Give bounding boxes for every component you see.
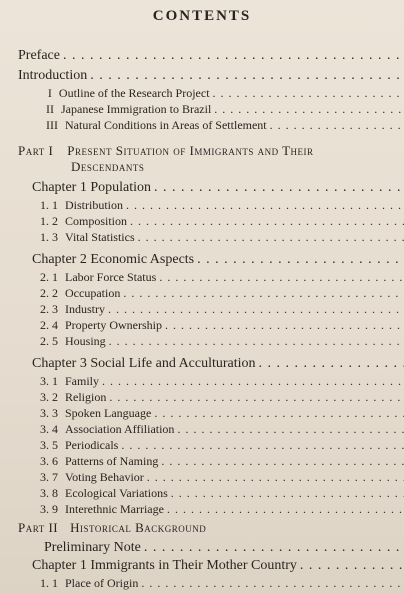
part-heading-2[interactable]: Part II Historical Background bbox=[18, 520, 207, 535]
toc-entry-2-1[interactable]: 2. 1 Labor Force Status . . . bbox=[40, 270, 404, 285]
toc-chapter-p2-1[interactable]: Chapter 1 Immigrants in Their Mother Country . . . bbox=[32, 558, 404, 574]
leader-dots bbox=[109, 390, 404, 405]
leader-dots bbox=[102, 374, 404, 389]
leader-dots bbox=[90, 68, 404, 84]
toc-entry-2-5[interactable]: 2. 5 Housing . . . bbox=[40, 334, 404, 349]
toc-entry-1-2[interactable]: 1. 2 Composition . . . bbox=[40, 214, 404, 229]
leader-dots bbox=[123, 286, 404, 301]
leader-dots bbox=[147, 470, 404, 485]
leader-dots bbox=[141, 576, 404, 591]
leader-dots bbox=[161, 454, 404, 469]
leader-dots bbox=[213, 86, 404, 101]
leader-dots bbox=[259, 356, 404, 372]
part-heading-1-cont: Descendants bbox=[71, 159, 145, 174]
toc-entry-intro-1[interactable]: I Outline of the Research Project . . . bbox=[46, 86, 404, 101]
toc-entry-3-5[interactable]: 3. 5 Periodicals . . . bbox=[40, 438, 404, 453]
toc-entry-intro-3[interactable]: III Natural Conditions in Areas of Settlement . . . bbox=[46, 118, 404, 133]
toc-entry-3-1[interactable]: 3. 1 Family . . . bbox=[40, 374, 404, 389]
toc-entry-3-9[interactable]: 3. 9 Interethnic Marriage . . . bbox=[40, 502, 404, 517]
toc-entry-2-2[interactable]: 2. 2 Occupation . . . bbox=[40, 286, 404, 301]
leader-dots bbox=[177, 422, 404, 437]
toc-entry-2-4[interactable]: 2. 4 Property Ownership . . . bbox=[40, 318, 404, 333]
leader-dots bbox=[165, 318, 404, 333]
leader-dots bbox=[214, 102, 404, 117]
leader-dots bbox=[159, 270, 404, 285]
leader-dots bbox=[270, 118, 404, 133]
toc-chapter-1[interactable]: Chapter 1 Population . . . bbox=[32, 180, 404, 196]
toc-entry-intro-2[interactable]: II Japanese Immigration to Brazil . . . bbox=[46, 102, 404, 117]
toc-entry-2-3[interactable]: 2. 3 Industry . . . bbox=[40, 302, 404, 317]
leader-dots bbox=[171, 486, 404, 501]
leader-dots bbox=[108, 302, 404, 317]
toc-entry-3-7[interactable]: 3. 7 Voting Behavior . . . bbox=[40, 470, 404, 485]
leader-dots bbox=[109, 334, 404, 349]
toc-chapter-2[interactable]: Chapter 2 Economic Aspects . . . bbox=[32, 252, 404, 268]
leader-dots bbox=[154, 406, 404, 421]
toc-entry-3-6[interactable]: 3. 6 Patterns of Naming . . . bbox=[40, 454, 404, 469]
leader-dots bbox=[63, 48, 404, 64]
leader-dots bbox=[121, 438, 404, 453]
part-heading-1[interactable]: Part I Present Situation of Immigrants and Their bbox=[18, 143, 314, 158]
page-title: CONTENTS bbox=[152, 8, 252, 24]
toc-entry-3-8[interactable]: 3. 8 Ecological Variations . . . bbox=[40, 486, 404, 501]
toc-entry-1-1[interactable]: 1. 1 Distribution . . . bbox=[40, 198, 404, 213]
leader-dots bbox=[167, 502, 404, 517]
toc-entry-1-3[interactable]: 1. 3 Vital Statistics . . . bbox=[40, 230, 404, 245]
leader-dots bbox=[126, 198, 404, 213]
toc-entry-3-3[interactable]: 3. 3 Spoken Language . . . bbox=[40, 406, 404, 421]
toc-chapter-3[interactable]: Chapter 3 Social Life and Acculturation . . . bbox=[32, 356, 404, 372]
leader-dots bbox=[144, 540, 404, 556]
toc-entry-preliminary-note[interactable]: Preliminary Note . . . bbox=[44, 540, 404, 556]
toc-entry-p2-1-1[interactable]: 1. 1 Place of Origin . . . bbox=[40, 576, 404, 591]
leader-dots bbox=[138, 230, 404, 245]
toc-entry-3-2[interactable]: 3. 2 Religion . . . bbox=[40, 390, 404, 405]
toc-entry-3-4[interactable]: 3. 4 Association Affiliation . . . bbox=[40, 422, 404, 437]
leader-dots bbox=[130, 214, 404, 229]
leader-dots bbox=[300, 558, 404, 574]
toc-entry-introduction[interactable]: Introduction . . . bbox=[18, 68, 404, 84]
leader-dots bbox=[197, 252, 404, 268]
toc-entry-preface[interactable]: Preface . . . bbox=[18, 48, 404, 64]
leader-dots bbox=[154, 180, 404, 196]
